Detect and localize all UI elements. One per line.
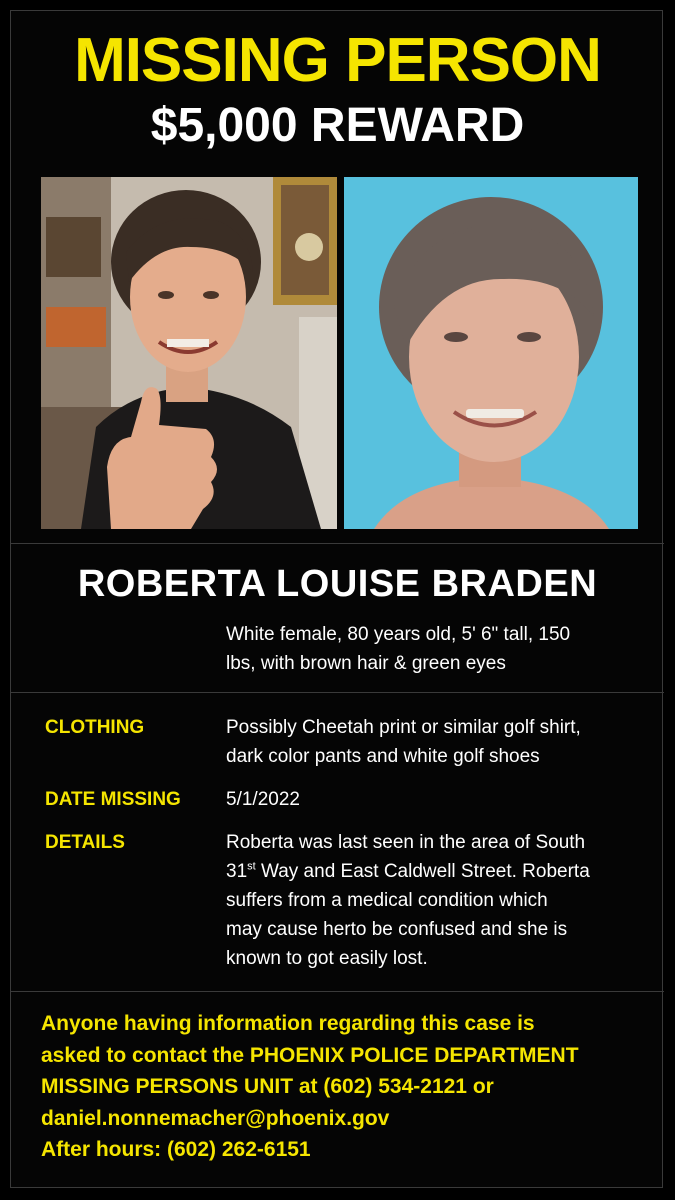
person-description	[226, 620, 646, 678]
person-description-line: lbs, with brown hair & green eyes	[226, 653, 506, 674]
contact-after-hours: After hours: (602) 262-6151	[41, 1138, 311, 1161]
poster-title: MISSING PERSON	[74, 26, 601, 95]
details-line-rest: Way and East Caldwell Street. Roberta	[255, 861, 590, 882]
details-line: suffers from a medical condition which	[226, 890, 548, 911]
contact-line: MISSING PERSONS UNIT at (602) 534-2121 or	[41, 1075, 494, 1098]
date-missing-label: DATE MISSING	[45, 789, 181, 810]
street-number: 31	[226, 861, 248, 882]
contact-info	[41, 1008, 661, 1166]
photo-id-portrait	[344, 177, 638, 529]
clothing-value	[226, 713, 646, 771]
details-label: DETAILS	[45, 832, 125, 853]
details-line: Roberta was last seen in the area of South	[226, 832, 586, 853]
clothing-line: dark color pants and white golf shoes	[226, 746, 540, 767]
details-line: known to got easily lost.	[226, 948, 428, 969]
clothing-label: CLOTHING	[45, 717, 145, 738]
contact-line: Anyone having information regarding this case is	[41, 1012, 535, 1035]
contact-email[interactable]: daniel.nonnemacher@phoenix.gov	[41, 1106, 390, 1130]
contact-line: asked to contact the PHOENIX POLICE DEPARTMENT	[41, 1043, 579, 1067]
details-line: may cause herto be confused and she is	[226, 919, 568, 940]
details-value	[226, 828, 646, 973]
photo-thumbs-up-image	[41, 177, 337, 529]
ordinal-suffix: st	[247, 860, 256, 873]
divider-top	[11, 543, 664, 544]
photo-thumbs-up	[41, 177, 337, 529]
divider-middle	[11, 692, 664, 693]
divider-bottom	[11, 991, 664, 992]
reward-amount: $5,000 REWARD	[150, 99, 525, 152]
person-description-line: White female, 80 years old, 5' 6" tall, 150	[226, 624, 571, 645]
details-line	[226, 857, 646, 886]
clothing-line: Possibly Cheetah print or similar golf shirt,	[226, 717, 581, 738]
person-name: ROBERTA LOUISE BRADEN	[77, 563, 598, 605]
date-missing-value: 5/1/2022	[226, 789, 300, 810]
photo-id-portrait-image	[344, 177, 638, 529]
